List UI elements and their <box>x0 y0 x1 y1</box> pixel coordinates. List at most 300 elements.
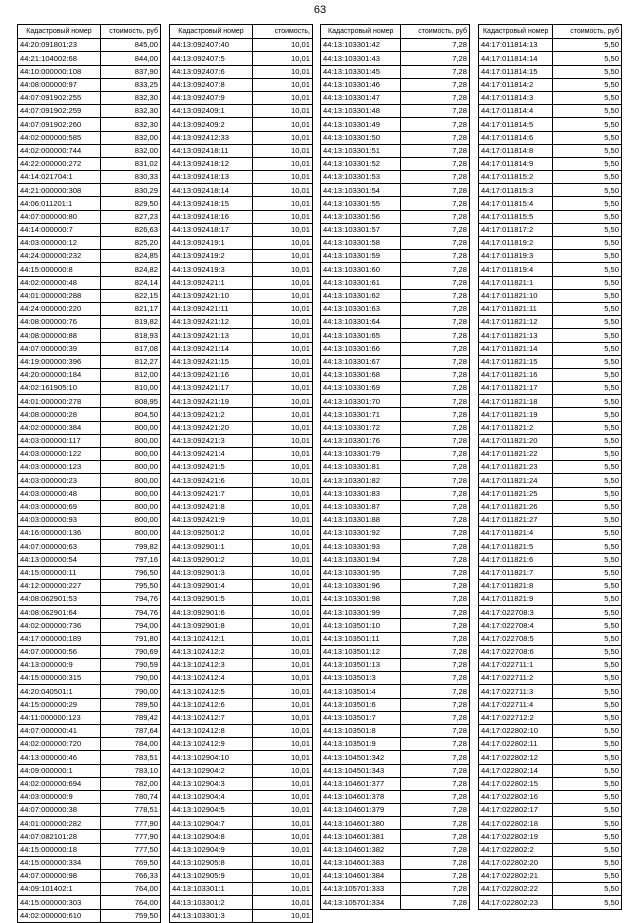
table-row <box>18 448 161 461</box>
table-row <box>479 171 622 184</box>
cost-cell: 783,51 <box>100 751 160 764</box>
cost-cell: 10,01 <box>252 395 312 408</box>
table-row <box>18 263 161 276</box>
table-row <box>18 513 161 526</box>
table-row <box>170 817 313 830</box>
cadastral-number-cell: 44:17:011821:13 <box>479 329 553 342</box>
cost-cell: 10,01 <box>252 685 312 698</box>
cadastral-number-cell: 44:13:103301:56 <box>321 210 401 223</box>
cadastral-number-cell: 44:01:000000:278 <box>18 395 101 408</box>
cost-cell: 832,30 <box>100 105 160 118</box>
cost-cell: 797,16 <box>100 553 160 566</box>
cost-cell: 10,01 <box>252 263 312 276</box>
table-row <box>170 171 313 184</box>
cadastral-number-cell: 44:17:022802:21 <box>479 870 553 883</box>
cadastral-number-cell: 44:17:000000:189 <box>18 632 101 645</box>
table-row <box>479 777 622 790</box>
cost-cell: 7,28 <box>401 817 470 830</box>
cadastral-number-cell: 44:07:000000:80 <box>18 210 101 223</box>
cost-cell: 10,01 <box>252 487 312 500</box>
cadastral-number-cell: 44:15:000000:303 <box>18 896 101 909</box>
table-row <box>321 856 470 869</box>
cadastral-number-cell: 44:13:103301:2 <box>170 896 253 909</box>
cost-cell: 7,28 <box>401 579 470 592</box>
cadastral-number-cell: 44:02:000000:384 <box>18 421 101 434</box>
table-row <box>321 39 470 52</box>
cost-cell: 7,28 <box>401 790 470 803</box>
table-row <box>18 421 161 434</box>
cadastral-number-cell: 44:13:104601:377 <box>321 777 401 790</box>
cadastral-number-cell: 44:15:000000:315 <box>18 672 101 685</box>
cadastral-number-cell: 44:13:092407:40 <box>170 39 253 52</box>
table-row <box>479 91 622 104</box>
cadastral-number-cell: 44:12:000000:227 <box>18 579 101 592</box>
table-row <box>321 434 470 447</box>
table-row <box>170 210 313 223</box>
cost-cell: 10,01 <box>252 632 312 645</box>
cost-cell: 5,50 <box>553 171 622 184</box>
cost-cell: 844,00 <box>100 52 160 65</box>
table-row <box>18 724 161 737</box>
cadastral-number-cell: 44:13:092418:12 <box>170 157 253 170</box>
table-row <box>170 131 313 144</box>
table-row <box>18 659 161 672</box>
cost-cell: 5,50 <box>553 342 622 355</box>
cost-cell: 800,00 <box>100 500 160 513</box>
table-row <box>479 223 622 236</box>
cadastral-number-cell: 44:13:102904:3 <box>170 777 253 790</box>
cadastral-number-cell: 44:13:092901:4 <box>170 579 253 592</box>
cadastral-number-cell: 44:13:103301:66 <box>321 342 401 355</box>
cost-cell: 5,50 <box>553 830 622 843</box>
cost-cell: 5,50 <box>553 118 622 131</box>
table-row <box>321 685 470 698</box>
table-row <box>479 105 622 118</box>
cadastral-number-cell: 44:17:011821:7 <box>479 566 553 579</box>
table-row <box>479 843 622 856</box>
cadastral-number-cell: 44:20:040501:1 <box>18 685 101 698</box>
table-row <box>170 329 313 342</box>
cadastral-number-cell: 44:13:092412:33 <box>170 131 253 144</box>
cost-cell: 7,28 <box>401 896 470 909</box>
cost-cell: 10,01 <box>252 289 312 302</box>
cadastral-number-cell: 44:17:011821:24 <box>479 474 553 487</box>
table-row <box>18 764 161 777</box>
table-row <box>18 632 161 645</box>
cost-cell: 7,28 <box>401 289 470 302</box>
table-row <box>479 500 622 513</box>
cadastral-number-cell: 44:13:092421:7 <box>170 487 253 500</box>
cadastral-number-cell: 44:13:000000:46 <box>18 751 101 764</box>
cadastral-number-cell: 44:17:011821:17 <box>479 382 553 395</box>
cadastral-number-cell: 44:17:011815:2 <box>479 171 553 184</box>
table-row <box>479 487 622 500</box>
header-cost: стоимость, руб <box>100 25 160 39</box>
table-row <box>321 645 470 658</box>
table-row <box>321 91 470 104</box>
cost-cell: 5,50 <box>553 289 622 302</box>
cadastral-number-cell: 44:13:103301:61 <box>321 276 401 289</box>
cadastral-number-cell: 44:19:000000:396 <box>18 355 101 368</box>
table-row <box>170 870 313 883</box>
cadastral-number-cell: 44:17:011821:16 <box>479 368 553 381</box>
table-row <box>170 65 313 78</box>
table-row <box>18 91 161 104</box>
table-row <box>321 461 470 474</box>
table-row <box>321 171 470 184</box>
cost-cell: 800,00 <box>100 474 160 487</box>
table-row <box>18 909 161 922</box>
cost-cell: 10,01 <box>252 645 312 658</box>
table-row <box>170 540 313 553</box>
table-row <box>479 593 622 606</box>
table-row <box>321 302 470 315</box>
cost-cell: 10,01 <box>252 566 312 579</box>
cost-cell: 7,28 <box>401 738 470 751</box>
cost-cell: 777,90 <box>100 817 160 830</box>
table-row <box>170 157 313 170</box>
cadastral-number-cell: 44:17:022708:4 <box>479 619 553 632</box>
table-row <box>18 856 161 869</box>
cadastral-number-cell: 44:17:011814:9 <box>479 157 553 170</box>
cost-cell: 5,50 <box>553 223 622 236</box>
table-row <box>321 355 470 368</box>
cost-cell: 7,28 <box>401 566 470 579</box>
cost-cell: 5,50 <box>553 408 622 421</box>
cadastral-number-cell: 44:03:000000:93 <box>18 513 101 526</box>
cost-cell: 783,10 <box>100 764 160 777</box>
cadastral-number-cell: 44:07:000000:39 <box>18 342 101 355</box>
cost-cell: 800,00 <box>100 448 160 461</box>
cadastral-number-cell: 44:17:011821:6 <box>479 553 553 566</box>
cadastral-number-cell: 44:13:103301:92 <box>321 527 401 540</box>
cadastral-number-cell: 44:13:102904:4 <box>170 790 253 803</box>
cadastral-number-cell: 44:13:092421:14 <box>170 342 253 355</box>
cadastral-number-cell: 44:21:104002:68 <box>18 52 101 65</box>
table-row <box>479 672 622 685</box>
cost-cell: 10,01 <box>252 856 312 869</box>
table-row <box>18 302 161 315</box>
cost-cell: 10,01 <box>252 896 312 909</box>
cadastral-number-cell: 44:17:011821:2 <box>479 421 553 434</box>
cadastral-number-cell: 44:08:000000:28 <box>18 408 101 421</box>
cadastral-number-cell: 44:13:103301:62 <box>321 289 401 302</box>
table-row <box>18 738 161 751</box>
cadastral-number-cell: 44:13:103301:65 <box>321 329 401 342</box>
cadastral-number-cell: 44:17:022711:2 <box>479 672 553 685</box>
table-row <box>479 804 622 817</box>
table-row <box>18 316 161 329</box>
cadastral-number-cell: 44:17:011814:8 <box>479 144 553 157</box>
table-row <box>479 896 622 909</box>
cadastral-table-3 <box>320 24 470 910</box>
cost-cell: 7,28 <box>401 870 470 883</box>
table-row <box>18 817 161 830</box>
header-cost: стоимость, <box>252 25 312 39</box>
cost-cell: 10,01 <box>252 65 312 78</box>
cost-cell: 10,01 <box>252 606 312 619</box>
cost-cell: 5,50 <box>553 131 622 144</box>
cost-cell: 778,51 <box>100 804 160 817</box>
cadastral-number-cell: 44:13:092409:1 <box>170 105 253 118</box>
cost-cell: 10,01 <box>252 276 312 289</box>
table-row <box>18 329 161 342</box>
cost-cell: 10,01 <box>252 672 312 685</box>
cadastral-number-cell: 44:13:103301:59 <box>321 250 401 263</box>
cost-cell: 794,76 <box>100 606 160 619</box>
table-row <box>170 474 313 487</box>
table-row <box>321 382 470 395</box>
table-row <box>18 685 161 698</box>
table-row <box>18 883 161 896</box>
cost-cell: 800,00 <box>100 513 160 526</box>
cost-cell: 10,01 <box>252 368 312 381</box>
cadastral-number-cell: 44:13:102904:8 <box>170 830 253 843</box>
cost-cell: 824,85 <box>100 250 160 263</box>
table-row <box>479 144 622 157</box>
cost-cell: 800,00 <box>100 527 160 540</box>
cost-cell: 5,50 <box>553 659 622 672</box>
cadastral-number-cell: 44:13:092421:9 <box>170 513 253 526</box>
cadastral-number-cell: 44:13:103301:57 <box>321 223 401 236</box>
cadastral-number-cell: 44:13:000000:54 <box>18 553 101 566</box>
cost-cell: 833,25 <box>100 78 160 91</box>
cadastral-number-cell: 44:13:102904:5 <box>170 804 253 817</box>
cost-cell: 5,50 <box>553 250 622 263</box>
table-row <box>321 157 470 170</box>
cost-cell: 5,50 <box>553 461 622 474</box>
cost-cell: 7,28 <box>401 210 470 223</box>
table-row <box>321 870 470 883</box>
cadastral-number-cell: 44:17:011821:25 <box>479 487 553 500</box>
table-row <box>479 302 622 315</box>
table-row <box>18 711 161 724</box>
table-row <box>321 52 470 65</box>
cadastral-number-cell: 44:17:022802:22 <box>479 883 553 896</box>
table-row <box>321 500 470 513</box>
table-row <box>321 672 470 685</box>
table-row <box>321 144 470 157</box>
table-row <box>170 105 313 118</box>
cadastral-number-cell: 44:22:000000:272 <box>18 157 101 170</box>
cadastral-number-cell: 44:17:011814:5 <box>479 118 553 131</box>
cost-cell: 7,28 <box>401 527 470 540</box>
table-row <box>170 316 313 329</box>
header-cost: стоимость, руб <box>553 25 622 39</box>
cost-cell: 7,28 <box>401 448 470 461</box>
cadastral-number-cell: 44:16:000000:136 <box>18 527 101 540</box>
table-row <box>170 645 313 658</box>
cadastral-number-cell: 44:13:092418:16 <box>170 210 253 223</box>
cost-cell: 790,59 <box>100 659 160 672</box>
cadastral-number-cell: 44:13:092421:13 <box>170 329 253 342</box>
table-row <box>170 118 313 131</box>
cost-cell: 7,28 <box>401 632 470 645</box>
table-row <box>321 368 470 381</box>
cadastral-number-cell: 44:17:022708:5 <box>479 632 553 645</box>
table-row <box>18 500 161 513</box>
cadastral-number-cell: 44:13:092419:1 <box>170 237 253 250</box>
table-row <box>18 843 161 856</box>
cadastral-number-cell: 44:13:103301:51 <box>321 144 401 157</box>
cost-cell: 7,28 <box>401 118 470 131</box>
cadastral-number-cell: 44:13:103301:96 <box>321 579 401 592</box>
cost-cell: 5,50 <box>553 91 622 104</box>
cadastral-number-cell: 44:13:104601:380 <box>321 817 401 830</box>
cost-cell: 5,50 <box>553 843 622 856</box>
cost-cell: 812,27 <box>100 355 160 368</box>
cadastral-number-cell: 44:13:103301:69 <box>321 382 401 395</box>
cost-cell: 10,01 <box>252 223 312 236</box>
cadastral-number-cell: 44:17:022802:11 <box>479 738 553 751</box>
cost-cell: 5,50 <box>553 316 622 329</box>
table-row <box>479 579 622 592</box>
cadastral-number-cell: 44:13:092407:6 <box>170 65 253 78</box>
table-row <box>18 39 161 52</box>
cadastral-number-cell: 44:17:011821:18 <box>479 395 553 408</box>
cadastral-number-cell: 44:13:103301:1 <box>170 883 253 896</box>
table-row <box>18 593 161 606</box>
table-row <box>170 487 313 500</box>
table-row <box>18 342 161 355</box>
cadastral-number-cell: 44:13:103301:46 <box>321 78 401 91</box>
table-row <box>479 751 622 764</box>
cost-cell: 837,90 <box>100 65 160 78</box>
table-header-row <box>479 25 622 39</box>
cost-cell: 10,01 <box>252 184 312 197</box>
cadastral-number-cell: 44:13:102412:5 <box>170 685 253 698</box>
table-row <box>170 909 313 922</box>
cost-cell: 5,50 <box>553 817 622 830</box>
cadastral-number-cell: 44:03:000000:23 <box>18 474 101 487</box>
cost-cell: 10,01 <box>252 408 312 421</box>
cost-cell: 7,28 <box>401 171 470 184</box>
table-row <box>321 487 470 500</box>
table-row <box>321 78 470 91</box>
table-row <box>321 197 470 210</box>
cadastral-number-cell: 44:13:102904:9 <box>170 843 253 856</box>
cost-cell: 7,28 <box>401 777 470 790</box>
cost-cell: 790,00 <box>100 685 160 698</box>
cadastral-number-cell: 44:17:022802:14 <box>479 764 553 777</box>
cadastral-number-cell: 44:13:102905:8 <box>170 856 253 869</box>
cost-cell: 10,01 <box>252 210 312 223</box>
cadastral-number-cell: 44:13:092421:11 <box>170 302 253 315</box>
table-row <box>170 52 313 65</box>
table-row <box>321 527 470 540</box>
cadastral-number-cell: 44:13:092901:6 <box>170 606 253 619</box>
cost-cell: 7,28 <box>401 751 470 764</box>
cost-cell: 7,28 <box>401 487 470 500</box>
cost-cell: 10,01 <box>252 197 312 210</box>
table-row <box>170 553 313 566</box>
cost-cell: 7,28 <box>401 593 470 606</box>
cadastral-number-cell: 44:02:000000:610 <box>18 909 101 922</box>
cost-cell: 822,15 <box>100 289 160 302</box>
cadastral-number-cell: 44:13:092421:16 <box>170 368 253 381</box>
cadastral-number-cell: 44:13:103301:54 <box>321 184 401 197</box>
table-row <box>479 184 622 197</box>
cost-cell: 7,28 <box>401 52 470 65</box>
cost-cell: 830,33 <box>100 171 160 184</box>
cadastral-number-cell: 44:03:000000:48 <box>18 487 101 500</box>
cost-cell: 825,20 <box>100 237 160 250</box>
cadastral-number-cell: 44:13:103501:6 <box>321 698 401 711</box>
cadastral-number-cell: 44:13:103301:70 <box>321 395 401 408</box>
cost-cell: 7,28 <box>401 157 470 170</box>
header-cadastral-number: Кадастровый номер <box>18 25 101 39</box>
cost-cell: 817,08 <box>100 342 160 355</box>
cadastral-number-cell: 44:17:011821:4 <box>479 527 553 540</box>
cost-cell: 10,01 <box>252 105 312 118</box>
table-row <box>18 434 161 447</box>
table-row <box>479 368 622 381</box>
cadastral-number-cell: 44:17:011814:3 <box>479 91 553 104</box>
table-row <box>170 237 313 250</box>
cadastral-number-cell: 44:07:091902:259 <box>18 105 101 118</box>
cost-cell: 5,50 <box>553 276 622 289</box>
cadastral-number-cell: 44:13:103301:79 <box>321 448 401 461</box>
cost-cell: 800,00 <box>100 487 160 500</box>
table-row <box>170 434 313 447</box>
table-row <box>479 513 622 526</box>
cadastral-number-cell: 44:17:011814:14 <box>479 52 553 65</box>
cost-cell: 7,28 <box>401 355 470 368</box>
table-row <box>170 606 313 619</box>
cost-cell: 10,01 <box>252 171 312 184</box>
table-row <box>479 724 622 737</box>
cost-cell: 7,28 <box>401 368 470 381</box>
table-row <box>170 355 313 368</box>
cost-cell: 7,28 <box>401 672 470 685</box>
cost-cell: 800,00 <box>100 461 160 474</box>
cadastral-number-cell: 44:02:161905:10 <box>18 382 101 395</box>
cost-cell: 7,28 <box>401 645 470 658</box>
table-row <box>479 790 622 803</box>
cadastral-number-cell: 44:13:103501:8 <box>321 724 401 737</box>
table-row <box>18 197 161 210</box>
cost-cell: 794,76 <box>100 593 160 606</box>
cadastral-number-cell: 44:13:092901:3 <box>170 566 253 579</box>
cost-cell: 7,28 <box>401 39 470 52</box>
cost-cell: 800,00 <box>100 421 160 434</box>
cost-cell: 10,01 <box>252 751 312 764</box>
cost-cell: 5,50 <box>553 724 622 737</box>
table-row <box>170 421 313 434</box>
cadastral-number-cell: 44:17:022802:16 <box>479 790 553 803</box>
table-row <box>18 896 161 909</box>
table-row <box>170 751 313 764</box>
cadastral-number-cell: 44:13:103501:13 <box>321 659 401 672</box>
table-row <box>170 302 313 315</box>
cost-cell: 10,01 <box>252 250 312 263</box>
table-row <box>479 382 622 395</box>
cost-cell: 824,14 <box>100 276 160 289</box>
cost-cell: 5,50 <box>553 672 622 685</box>
cost-cell: 5,50 <box>553 237 622 250</box>
table-row <box>479 619 622 632</box>
cadastral-number-cell: 44:17:022802:20 <box>479 856 553 869</box>
page-number: 63 <box>313 4 327 16</box>
cadastral-number-cell: 44:01:000000:288 <box>18 289 101 302</box>
cost-cell: 5,50 <box>553 513 622 526</box>
cost-cell: 818,93 <box>100 329 160 342</box>
cost-cell: 789,50 <box>100 698 160 711</box>
cost-cell: 7,28 <box>401 434 470 447</box>
cadastral-number-cell: 44:13:092901:1 <box>170 540 253 553</box>
table-row <box>170 513 313 526</box>
table-row <box>170 461 313 474</box>
